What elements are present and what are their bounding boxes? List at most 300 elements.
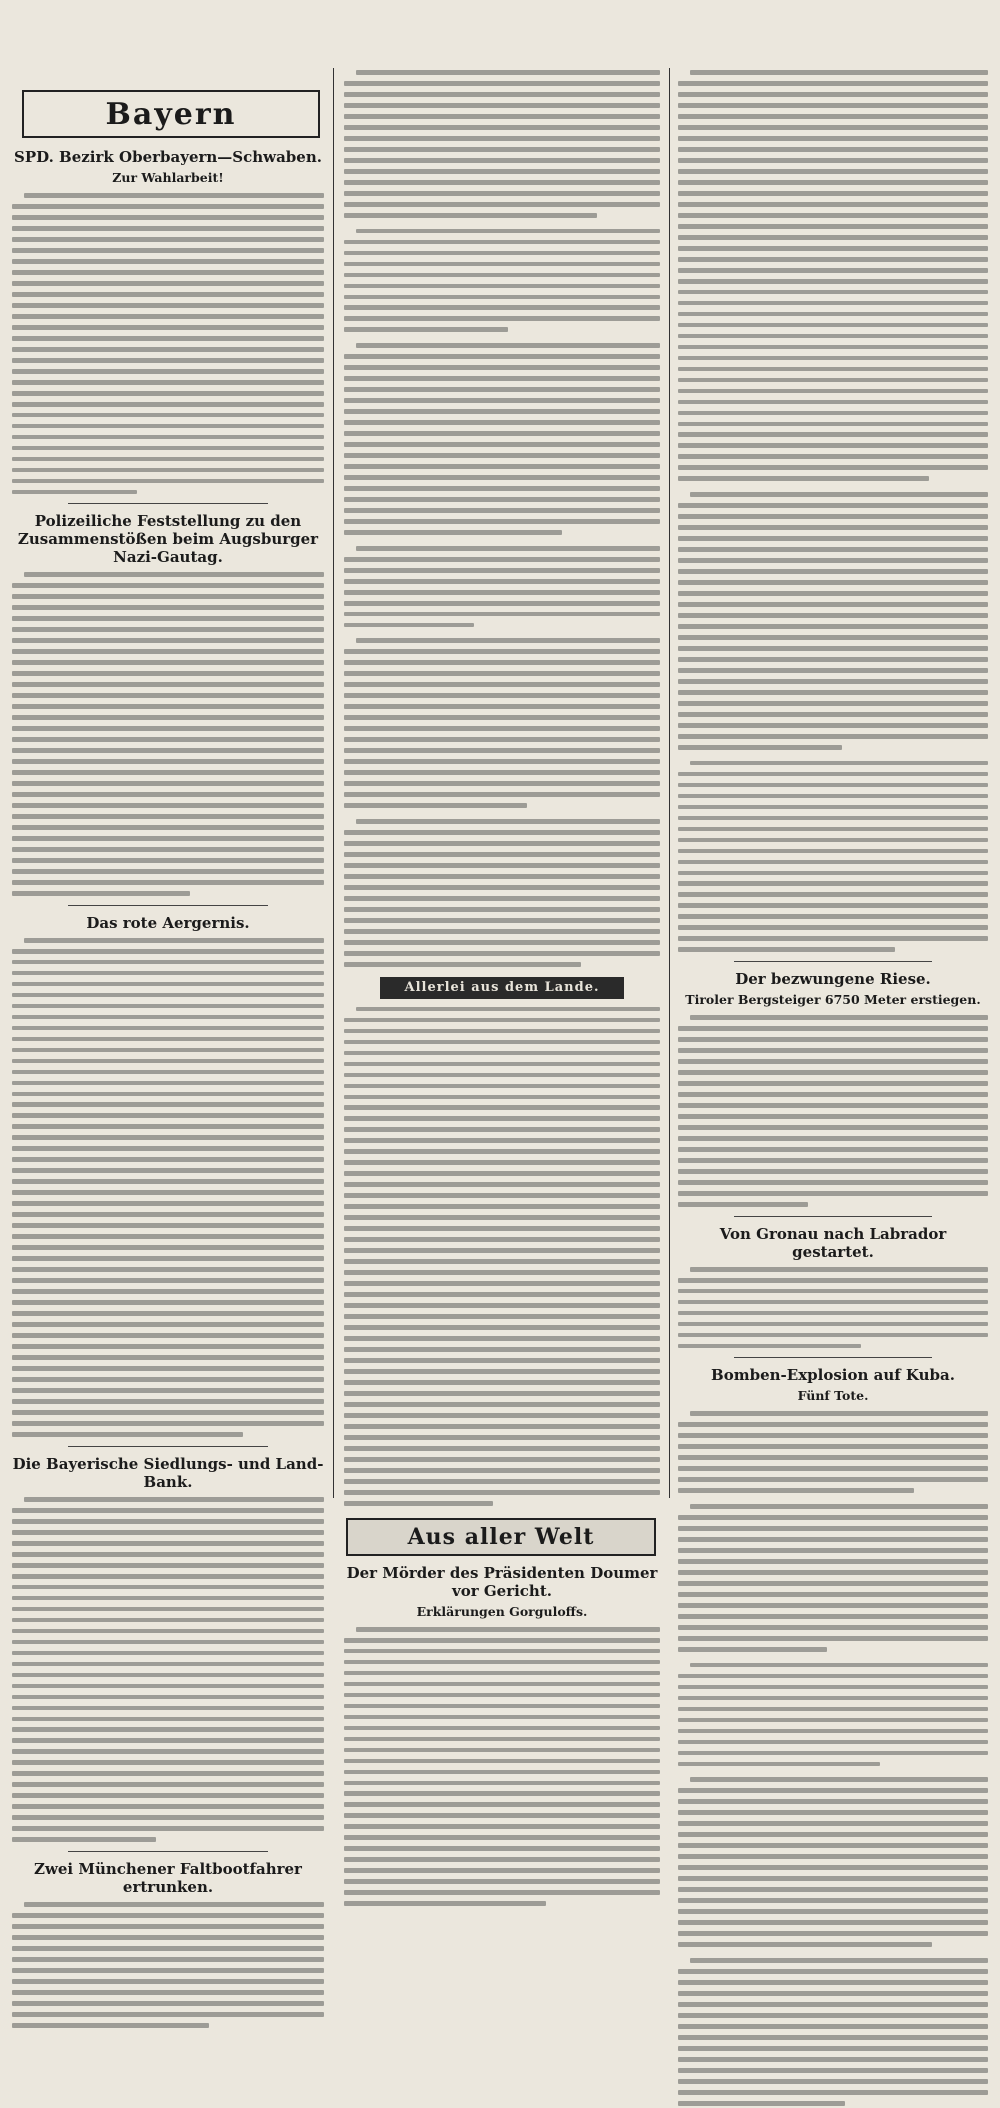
text-line (12, 435, 324, 440)
text-line (12, 358, 324, 363)
text-line (678, 580, 988, 585)
text-line (678, 334, 988, 339)
text-line (344, 1095, 660, 1100)
text-line (678, 432, 988, 437)
text-line (344, 1824, 660, 1829)
text-line (12, 1607, 324, 1612)
text-line (12, 1519, 324, 1524)
text-line (344, 1726, 660, 1731)
text-line (344, 114, 660, 119)
text-line (678, 81, 988, 86)
text-line (344, 1160, 660, 1165)
text-line (344, 1138, 660, 1143)
world-banner (346, 1518, 656, 1556)
text-line (678, 1444, 988, 1449)
text-line (12, 1355, 324, 1360)
text-line (12, 1410, 324, 1415)
article-body (340, 1625, 664, 1908)
text-line (678, 257, 988, 262)
text-line (356, 343, 660, 348)
text-line (678, 1762, 880, 1767)
article-body (8, 936, 328, 1439)
article-title: Das rote Aergernis. (86, 913, 250, 932)
text-line (344, 103, 660, 108)
text-line (12, 1957, 324, 1962)
text-line (12, 1826, 324, 1831)
text-line (12, 660, 324, 665)
text-line (344, 431, 660, 436)
text-line (678, 411, 988, 416)
text-line (678, 2079, 988, 2084)
text-line (678, 646, 988, 651)
text-line (12, 649, 324, 654)
text-line (678, 1147, 988, 1152)
text-line (12, 1924, 324, 1929)
text-line (678, 1636, 988, 1641)
text-line (690, 1267, 988, 1272)
text-line (12, 1618, 324, 1623)
text-line (678, 1070, 988, 1075)
text-line (344, 202, 660, 207)
text-line (344, 907, 660, 912)
text-line (678, 345, 988, 350)
text-line (678, 1685, 988, 1690)
text-line (678, 323, 988, 328)
text-line (678, 2035, 988, 2040)
text-line (690, 1411, 988, 1416)
text-line (356, 1007, 660, 1012)
text-line (344, 530, 562, 535)
column-rule (333, 68, 334, 1498)
text-line (678, 224, 988, 229)
text-line (678, 2046, 988, 2051)
text-line (344, 792, 660, 797)
text-line (12, 1399, 324, 1404)
text-line (12, 638, 324, 643)
article-body (674, 1661, 992, 1769)
text-line (344, 497, 660, 502)
text-line (678, 443, 988, 448)
text-line (344, 1435, 660, 1440)
text-line (344, 213, 597, 218)
article-body (340, 341, 664, 537)
text-line (344, 169, 660, 174)
text-line (344, 1501, 493, 1506)
text-line (12, 704, 324, 709)
text-line (344, 136, 660, 141)
text-line (12, 748, 324, 753)
text-line (678, 268, 988, 273)
text-line (678, 745, 842, 750)
text-line (12, 971, 324, 976)
text-line (344, 1479, 660, 1484)
text-line (678, 2002, 988, 2007)
text-line (12, 1421, 324, 1426)
text-line (344, 863, 660, 868)
text-line (678, 2013, 988, 2018)
text-line (344, 305, 660, 310)
text-line (678, 1821, 988, 1826)
text-line (678, 591, 988, 596)
text-line (344, 1868, 660, 1873)
text-line (344, 1638, 660, 1643)
text-line (678, 378, 988, 383)
text-line (678, 1103, 988, 1108)
text-line (678, 892, 988, 897)
text-line (344, 623, 474, 628)
text-line (678, 1059, 988, 1064)
text-line (344, 1325, 660, 1330)
text-line (344, 1193, 660, 1198)
text-line (678, 1433, 988, 1438)
text-line (12, 627, 324, 632)
text-line (344, 316, 660, 321)
divider (68, 503, 268, 504)
text-line (12, 814, 324, 819)
text-line (344, 442, 660, 447)
text-line (12, 1256, 324, 1261)
text-line (678, 103, 988, 108)
text-line (12, 1432, 243, 1437)
text-line (344, 464, 660, 469)
text-line (678, 624, 988, 629)
text-line (12, 693, 324, 698)
article-title: Polizeiliche Feststellung zu den Zusammenstößen beim Augsburger Nazi-Gautag. (17, 512, 319, 567)
text-line (12, 380, 324, 385)
text-line (344, 1358, 660, 1363)
text-line (12, 1366, 324, 1371)
text-line (678, 613, 988, 618)
text-line (678, 1125, 988, 1130)
text-line (12, 325, 324, 330)
article-subtitle: Fünf Tote. (797, 1388, 869, 1404)
text-line (344, 649, 660, 654)
article-title: Die Bayerische Siedlungs- und Land-Bank. (12, 1454, 324, 1491)
text-line (344, 1802, 660, 1807)
text-line (344, 1270, 660, 1275)
text-line (344, 682, 660, 687)
text-line (12, 1388, 324, 1393)
text-line (12, 204, 324, 209)
text-line (678, 290, 988, 295)
article-body (674, 1956, 992, 2108)
text-line (678, 1488, 914, 1493)
column-rule (669, 68, 670, 1498)
text-line (678, 180, 988, 185)
text-line (12, 303, 324, 308)
text-line (12, 2023, 209, 2028)
text-line (678, 246, 988, 251)
text-line (344, 251, 660, 256)
text-line (678, 1625, 988, 1630)
text-line (12, 248, 324, 253)
text-line (678, 1322, 988, 1327)
text-line (678, 1799, 988, 1804)
text-line (12, 468, 324, 473)
text-line (678, 881, 988, 886)
text-line (344, 1901, 546, 1906)
text-line (12, 1706, 324, 1711)
text-line (12, 1234, 324, 1239)
text-line (678, 2068, 988, 2073)
text-line (344, 1062, 660, 1067)
text-line (344, 770, 660, 775)
text-line (12, 1333, 324, 1338)
text-line (12, 858, 324, 863)
text-line (344, 1116, 660, 1121)
text-line (344, 1759, 660, 1764)
article-title: Der Mörder des Präsidenten Doumer vor Gericht. (346, 1563, 658, 1600)
text-line (12, 1102, 324, 1107)
text-line (24, 1902, 324, 1907)
text-line (678, 860, 988, 865)
text-line (344, 704, 660, 709)
text-line (690, 761, 988, 766)
text-line (678, 723, 988, 728)
text-line (344, 180, 660, 185)
text-line (12, 1344, 324, 1349)
text-line (12, 1146, 324, 1151)
text-line (344, 1490, 660, 1495)
text-line (344, 874, 660, 879)
text-line (12, 215, 324, 220)
text-line (344, 803, 527, 808)
text-line (344, 1204, 660, 1209)
text-line (12, 1245, 324, 1250)
text-line (12, 715, 324, 720)
text-line (344, 1127, 660, 1132)
text-line (678, 1865, 988, 1870)
article-body (8, 1900, 328, 2030)
text-line (344, 1791, 660, 1796)
text-line (12, 1662, 324, 1667)
text-line (12, 1651, 324, 1656)
text-line (678, 1647, 827, 1652)
text-line (12, 1289, 324, 1294)
text-line (678, 454, 988, 459)
text-line (344, 671, 660, 676)
text-line (678, 547, 988, 552)
text-line (344, 81, 660, 86)
section-banner (380, 977, 624, 999)
text-line (12, 1124, 324, 1129)
text-line (12, 457, 324, 462)
text-line (344, 1237, 660, 1242)
text-line (678, 657, 988, 662)
text-line (356, 638, 660, 643)
text-line (12, 726, 324, 731)
text-line (678, 312, 988, 317)
text-line (678, 503, 988, 508)
text-line (344, 1446, 660, 1451)
text-line (12, 1673, 324, 1678)
text-line (356, 546, 660, 551)
text-line (344, 1413, 660, 1418)
text-line (344, 1347, 660, 1352)
text-line (344, 1813, 660, 1818)
text-line (12, 993, 324, 998)
text-line (12, 281, 324, 286)
text-line (12, 616, 324, 621)
text-line (344, 1704, 660, 1709)
text-line (678, 514, 988, 519)
text-line (344, 557, 660, 562)
text-line (344, 1770, 660, 1775)
article-body (340, 68, 664, 220)
text-line (678, 1969, 988, 1974)
text-line (12, 1113, 324, 1118)
text-line (344, 885, 660, 890)
text-line (678, 1674, 988, 1679)
text-line (12, 825, 324, 830)
text-line (344, 1737, 660, 1742)
text-line (678, 668, 988, 673)
text-line (344, 420, 660, 425)
text-line (12, 1311, 324, 1316)
article-title: Von Gronau nach Labrador gestartet. (719, 1224, 947, 1261)
text-line (344, 387, 660, 392)
text-line (344, 612, 660, 617)
article-body (340, 1005, 664, 1508)
text-line (344, 92, 660, 97)
text-line (344, 1391, 660, 1396)
text-line (12, 1026, 324, 1031)
text-line (344, 1457, 660, 1462)
article-body (340, 817, 664, 969)
text-line (344, 590, 660, 595)
text-line (344, 1879, 660, 1884)
text-line (678, 1455, 988, 1460)
text-line (12, 1946, 324, 1951)
text-line (12, 759, 324, 764)
text-line (344, 601, 660, 606)
article-body (8, 1495, 328, 1844)
text-line (12, 1377, 324, 1382)
text-line (678, 1718, 988, 1723)
text-line (12, 1508, 324, 1513)
text-line (12, 1815, 324, 1820)
article-body (674, 1409, 992, 1495)
text-line (678, 871, 988, 876)
text-line (12, 226, 324, 231)
text-line (344, 737, 660, 742)
text-line (678, 1114, 988, 1119)
text-line (12, 1760, 324, 1765)
text-line (344, 1314, 660, 1319)
text-line (344, 1748, 660, 1753)
article-body (340, 636, 664, 810)
text-line (344, 1402, 660, 1407)
text-line (344, 191, 660, 196)
text-line (12, 1727, 324, 1732)
text-line (12, 869, 324, 874)
column-right (674, 68, 992, 1500)
text-line (344, 1781, 660, 1786)
divider (68, 1446, 268, 1447)
text-line (12, 1322, 324, 1327)
article-title: SPD. Bezirk Oberbayern—Schwaben. (14, 148, 322, 166)
text-line (678, 191, 988, 196)
text-line (344, 1890, 660, 1895)
text-line (12, 314, 324, 319)
text-line (678, 558, 988, 563)
section-header-box (22, 90, 320, 138)
text-line (344, 1149, 660, 1154)
text-line (344, 1084, 660, 1089)
text-line (678, 2057, 988, 2062)
text-line (12, 880, 324, 885)
text-line (12, 1913, 324, 1918)
text-line (678, 1876, 988, 1881)
text-line (344, 918, 660, 923)
divider (68, 1851, 268, 1852)
text-line (12, 479, 324, 484)
text-line (678, 635, 988, 640)
text-line (344, 830, 660, 835)
text-line (12, 391, 324, 396)
text-line (678, 1832, 988, 1837)
text-line (344, 1682, 660, 1687)
text-line (344, 295, 660, 300)
column-left (8, 68, 328, 1897)
text-line (12, 1530, 324, 1535)
text-line (678, 367, 988, 372)
text-line (344, 781, 660, 786)
text-line (678, 1048, 988, 1053)
section-title: Bayern (105, 96, 237, 132)
text-line (344, 409, 660, 414)
text-line (12, 1684, 324, 1689)
text-line (344, 1105, 660, 1110)
text-line (12, 949, 324, 954)
text-line (344, 852, 660, 857)
text-line (356, 229, 660, 234)
text-line (344, 262, 660, 267)
text-line (24, 193, 324, 198)
text-line (12, 1968, 324, 1973)
text-line (678, 1515, 988, 1520)
text-line (344, 327, 508, 332)
article-subtitle: Zur Wahlarbeit! (112, 170, 224, 185)
text-line (12, 1157, 324, 1162)
text-line (344, 660, 660, 665)
text-line (678, 1909, 988, 1914)
text-line (344, 1369, 660, 1374)
text-line (12, 259, 324, 264)
text-line (344, 1835, 660, 1840)
text-line (678, 2024, 988, 2029)
text-line (678, 1289, 988, 1294)
text-line (678, 1843, 988, 1848)
text-line (12, 1201, 324, 1206)
text-line (690, 492, 988, 497)
text-line (690, 1015, 988, 1020)
text-line (678, 794, 988, 799)
article-body (674, 759, 992, 955)
text-line (12, 1552, 324, 1557)
article-body (8, 570, 328, 897)
text-line (678, 1344, 861, 1349)
text-line (12, 583, 324, 588)
text-line (344, 1336, 660, 1341)
text-line (678, 1788, 988, 1793)
text-line (344, 1018, 660, 1023)
text-line (344, 1073, 660, 1078)
text-line (12, 960, 324, 965)
text-line (344, 1248, 660, 1253)
text-line (344, 1292, 660, 1297)
article-subtitle: Erklärungen Gorguloffs. (416, 1603, 588, 1619)
